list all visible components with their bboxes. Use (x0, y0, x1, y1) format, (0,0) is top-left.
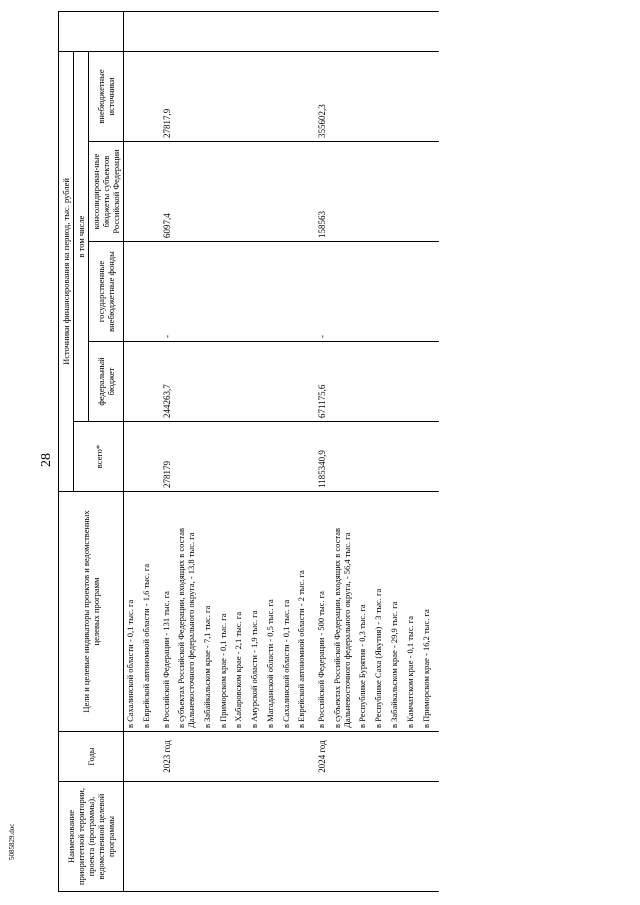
header-regional: консолидирован-ные бюджеты субъектов Российской Федерации (89, 142, 124, 242)
indicators-cell (124, 492, 160, 732)
fed-cell: 244263,7 (160, 342, 316, 422)
regional-cell (124, 142, 160, 242)
indicator-item: в Российской Федерации - 500 тыс. га (316, 591, 327, 728)
indicator-item: в Приморском крае - 16,2 тыс. га (420, 609, 431, 728)
state-cell (124, 242, 160, 342)
fed-cell (124, 342, 160, 422)
indicator-item: в субъектах Российской Федерации, входящих в состав Дальневосточного федерального округа, - 56,4 тыс. га (331, 527, 352, 728)
table-row (160, 12, 316, 892)
page-number: 28 (39, 453, 54, 467)
state-cell: - (315, 242, 439, 342)
header-sources: Источники финансирования на период, тыс. рублей (59, 52, 74, 492)
header-extra: внебюджетные источники (89, 52, 124, 142)
regional-cell: 158563 (315, 142, 439, 242)
indicator-item: в Забайкальском крае - 7,1 тыс. га (201, 605, 212, 728)
indicator-item: в Камчатском крае - 0,1 тыс. га (404, 615, 415, 728)
extra-cell (124, 52, 160, 142)
indicator-item: в Приморском крае - 0,1 тыс. га (217, 613, 228, 728)
extra-cell: 355602,3 (315, 52, 439, 142)
indicator-item: в Сахалинской области - 0,1 тыс. га (125, 599, 135, 728)
total-cell (124, 422, 160, 492)
header-total: всего* (74, 422, 124, 492)
header-incl: в том числе (74, 52, 89, 422)
empty-cell (124, 12, 440, 52)
name-cell (124, 782, 440, 892)
table-row (315, 12, 439, 892)
total-cell: 278179 (160, 422, 316, 492)
indicator-item: в Забайкальском крае - 29,9 тыс. га (389, 601, 400, 728)
indicator-item: в Хабаровском крае - 2,1 тыс. га (233, 611, 244, 728)
indicators-cell (160, 492, 316, 732)
year-cell: 2024 год (315, 732, 439, 782)
indicator-item: в субъектах Российской Федерации, входящих в состав Дальневосточного федерального округа, - 13,8 тыс. га (176, 527, 197, 728)
indicator-item: в Еврейской автономной области - 2 тыс. га (296, 570, 307, 728)
fed-cell: 671175,6 (315, 342, 439, 422)
indicators-cell (315, 492, 439, 732)
regional-cell: 6097,4 (160, 142, 316, 242)
state-cell: - (160, 242, 316, 342)
table-row (124, 12, 160, 892)
indicator-item: в Республике Бурятия - 0,3 тыс. га (357, 604, 368, 728)
year-cell: 2023 год (160, 732, 316, 782)
indicator-item: в Магаданской области - 0,5 тыс. га (264, 599, 275, 728)
header-empty (59, 12, 124, 52)
header-name: Наименование приоритетной территории, проекта (программы), ведомственной целевой программы (59, 782, 124, 892)
header-fed: федеральный бюджет (89, 342, 124, 422)
indicator-item: в Российской Федерации - 131 тыс. га (160, 591, 171, 728)
indicator-item: в Амурской области - 1,9 тыс. га (249, 610, 260, 728)
indicator-item: в Еврейской автономной области - 1,6 тыс. га (140, 563, 151, 728)
rotated-table-container (58, 12, 638, 892)
indicator-item: в Республике Саха (Якутия) - 3 тыс. га (373, 588, 384, 728)
header-state: государственные внебюджетные фонды (89, 242, 124, 342)
header-goals: Цели и целевые индикаторы проектов и ведомственных целевых программ (59, 492, 124, 732)
total-cell: 1185340,9 (315, 422, 439, 492)
extra-cell: 27817,9 (160, 52, 316, 142)
indicator-item: в Сахалинской области - 0,1 тыс. га (280, 599, 291, 728)
year-cell (124, 732, 160, 782)
footer-doc-id: 5085829.doc (8, 823, 16, 860)
financing-table (58, 11, 439, 892)
header-years: Годы (59, 732, 124, 782)
